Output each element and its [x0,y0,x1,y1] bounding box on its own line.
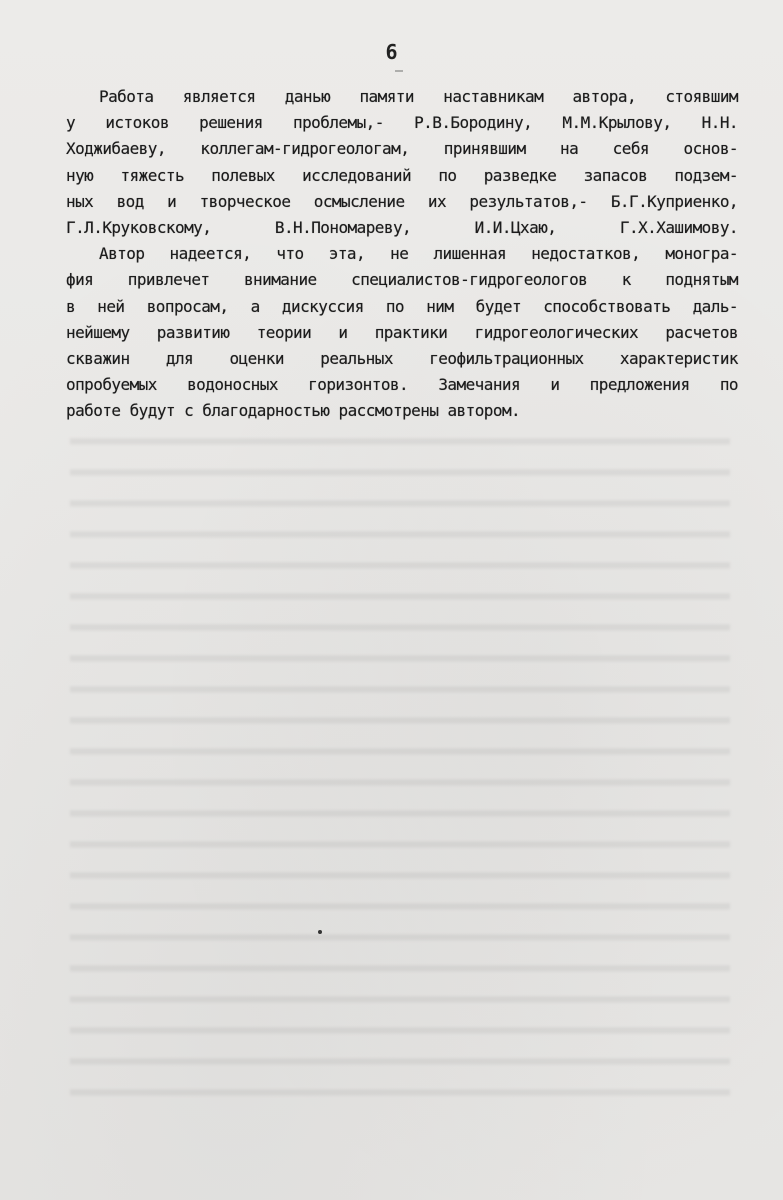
text-line: фия привлечет внимание специалистов-гидрогеологов к поднятым [66,270,738,290]
page-number: 6 [385,40,398,64]
text-line: скважин для оценки реальных геофильтрационных характеристик [66,349,738,369]
ink-speck [318,930,322,934]
paragraph-hope [66,241,738,424]
text-line: работе будут с благодарностью рассмотрены автором. [66,401,521,421]
text-line: опробуемых водоносных горизонтов. Замечания и предложения по [66,375,738,395]
text-line: Г.Л.Круковскому, В.Н.Пономареву, И.И.Цхаю, Г.Х.Хашимову. [66,218,738,238]
text-line: Автор надеется, что эта, не лишенная недостатков, моногра- [99,244,738,264]
text-line: Работа является данью памяти наставникам автора, стоявшим [99,87,738,106]
text-line: ную тяжесть полевых исследований по разведке запасов подзем- [66,165,738,185]
text-line: Ходжибаеву, коллегам-гидрогеологам, принявшим на себя основ- [66,139,738,159]
bleed-through-text [70,420,730,1100]
ink-mark [395,70,403,72]
text-line: в ней вопросам, а дискуссия по ним будет способствовать даль- [66,296,738,316]
body-text [66,84,738,425]
text-line: ных вод и творческое осмысление их результатов,- Б.Г.Куприенко, [66,191,738,211]
text-line: нейшему развитию теории и практики гидрогеологических расчетов [66,322,738,342]
paragraph-dedication [66,84,738,241]
text-line: у истоков решения проблемы,- Р.В.Бородину, М.М.Крылову, Н.Н. [66,113,738,133]
